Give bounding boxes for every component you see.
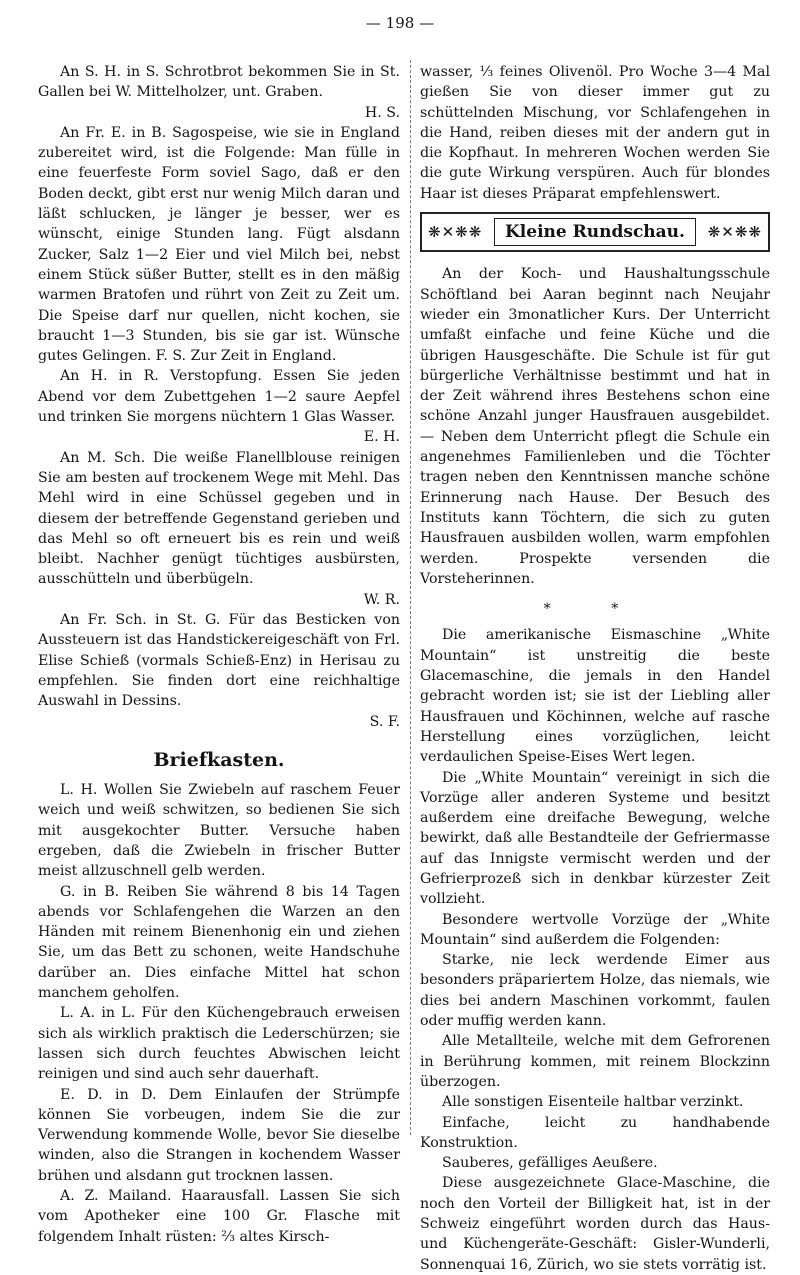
letter-aussteuern: An Fr. Sch. in St. G. Für das Besticken von Aussteuern ist das Handstickereigeschäft von Frl. Elise Schieß (vormals Schieß-Enz) in Herisau zu empfehlen. Sie finden dort eine reichhaltige Auswahl in Dessins. <box>38 612 400 710</box>
ornament-left: ❋✕❋❋ <box>428 223 483 242</box>
briefkasten-haarausfall: A. Z. Mailand. Haarausfall. Lassen Sie sich vom Apotheker eine 100 Gr. Flasche mit folgendem Inhalt rüsten: ⅔ altes Kirsch- <box>38 1188 400 1245</box>
briefkasten-zwiebeln: L. H. Wollen Sie Zwiebeln auf raschem Feuer weich und weiß schwitzen, so bedienen Sie sich mit ausgekochter Butter. Versuche haben ergeben, daß die Zwiebeln in frischer Butter meist allzuschnell gelb werden. <box>38 782 400 880</box>
letter-schrotbrot: An S. H. in S. Schrotbrot bekommen Sie in St. Gallen bei W. Mittelholzer, unt. Graben. <box>38 64 400 101</box>
letter-verstopfung: An H. in R. Verstopfung. Essen Sie jeden Abend vor dem Zubettgehen 1—2 saure Aepfel und trinken Sie morgens nüchtern 1 Glas Wasser. <box>38 368 400 426</box>
haarausfall-continued: wasser, ⅓ feines Olivenöl. Pro Woche 3—4 Mal gießen Sie von dieser immer gut zu schüttelnden Mischung, vor Schlafengehen in die Hand, reiben dieses mit der andern gut in die Kopfhaut. In mehreren Wochen werden Sie die gute Wirkung verspüren. Auch für blondes Haar ist dieses Präparat empfehlenswert. <box>420 64 770 202</box>
rundschau-eismaschine: Die amerikanische Eismaschine „White Mountain“ ist unstreitig die beste Glacemaschine, die jemals in den Handel gebracht worden ist; sie ist der Liebling aller Hausfrauen und Köchinnen, welche auf rasche Herstellung eines vorzüglichen, leicht verdaulichen Speise-Eises Wert legen. <box>420 627 770 766</box>
rundschau-vorzuege: Besondere wertvolle Vorzüge der „White Mountain“ sind außerdem die Folgenden: <box>420 911 770 948</box>
section-separator-stars: * * <box>543 601 647 618</box>
section-heading-kleine-rundschau: Kleine Rundschau. <box>494 218 696 246</box>
left-column <box>38 62 400 1247</box>
feature-aeussere: Sauberes, gefälliges Aeußere. <box>442 1155 658 1172</box>
rundschau-haushaltungsschule: An der Koch- und Haushaltungsschule Schöftland bei Aaran beginnt nach Neujahr wieder ein 3monatlicher Kurs. Der Unterricht umfaßt einfache und feine Küche und die übrigen Hausgeschäfte. Die Schule ist für gut bürgerliche Verhältnisse bestimmt und hat in der Zeit während ihres Bestehens schon eine schöne Anzahl junger Hausfrauen ausgebildet. — Neben dem Unterricht pflegt die Schule ein angenehmes Familienleben und die Töchter tragen neben den Kenntnissen manche schöne Erinnerung nach Hause. Der Besuch des Instituts kann Töchtern, die sich zu guten Hausfrauen ausbilden wollen, warm empfohlen werden. Prospekte versenden die Vorsteherinnen. <box>420 266 770 587</box>
rundschau-white-mountain: Die „White Mountain“ vereinigt in sich die Vorzüge aller anderen Systeme und besitzt außerdem eine dreifache Bewegung, welche bewirkt, daß alle Bestandteile der Gefriermasse auf das Innigste vermischt werden und der Gefrierprozeß sich in denkbar kürzester Zeit vollzieht. <box>420 769 770 908</box>
column-divider <box>410 60 411 1135</box>
signature: H. S. <box>364 104 400 121</box>
feature-metallteile: Alle Metallteile, welche mit dem Gefrorenen in Berührung kommen, mit reinem Blockzinn überzogen. <box>420 1033 770 1090</box>
ornament-right: ❋✕❋❋ <box>707 223 762 242</box>
signature: E. H. <box>363 429 400 446</box>
right-column <box>420 62 770 1275</box>
feature-eisenteile: Alle sonstigen Eisenteile haltbar verzinkt. <box>442 1094 744 1111</box>
feature-eimer: Starke, nie leck werdende Eimer aus besonders präpariertem Holze, das niemals, wie dies bei andern Maschinen vorkommt, faulen oder muffig werden kann. <box>420 952 770 1030</box>
page-number: — 198 — <box>365 14 435 32</box>
section-heading-briefkasten: Briefkasten. <box>153 748 285 771</box>
briefkasten-warzen: G. in B. Reiben Sie während 8 bis 14 Tagen abends vor Schlafengehen die Warzen an den Händen mit reinem Bienenhonig ein und ziehen Sie, um das Bett zu schonen, weite Handschuhe darüber an. Dies einfache Mittel hat schon manchem geholfen. <box>38 883 400 1002</box>
letter-sagospeise: An Fr. E. in B. Sagospeise, wie sie in England zubereitet wird, ist die Folgende: Man fülle in eine feuerfeste Form soviel Sago, daß er den Boden deckt, gibt erst nur wenig Milch daran und läßt schlucken, je länger je besser, wer es wünscht, einige Stunden lang. Fügt alsdann Zucker, Salz 1—2 Eier und viel Milch bei, nebst einem Stück süßer Butter, stellt es in den mäßig warmen Bratofen und rührt von Zeit zu Zeit um. Die Speise darf nur quellen, nicht kochen, sie braucht 1—3 Stunden, bis sie gar ist. Wünsche gutes Gelingen. F. S. Zur Zeit in England. <box>38 124 400 365</box>
signature: W. R. <box>363 591 400 608</box>
letter-flanellblouse: An M. Sch. Die weiße Flanellblouse reinigen Sie am besten auf trockenem Wege mit Mehl. Das Mehl wird in eine Schüssel gegeben und in diesem der betreffende Gegenstand gerieben und das Mehl so oft erneuert bis es rein und weiß bleibt. Nachher genügt tüchtiges ausbürsten, ausschütteln und überbügeln. <box>38 449 400 588</box>
briefkasten-lederschuerzen: L. A. in L. Für den Küchengebrauch erweisen sich als wirklich praktisch die Lederschürzen; sie lassen sich durch feuchtes Abwischen leicht reinigen und sind auch sehr dauerhaft. <box>38 1005 400 1083</box>
feature-konstruktion: Einfache, leicht zu handhabende Konstruktion. <box>420 1114 770 1151</box>
rundschau-bezugsquelle: Diese ausgezeichnete Glace-Maschine, die noch den Vorteil der Billigkeit hat, ist in der Schweiz eingeführt worden durch das Haus- und Küchengeräte-Geschäft: Gisler-Wunderli, Sonnenquai 16, Zürich, wo sie stets vorrätig ist. <box>420 1175 770 1273</box>
section-heading-box <box>420 212 770 252</box>
signature: S. F. <box>369 713 400 730</box>
briefkasten-struempfe: E. D. in D. Dem Einlaufen der Strümpfe können Sie vorbeugen, indem Sie die zur Verwendung kommende Wolle, bevor Sie dieselbe winden, also die Strangen in kochendem Wasser brühen und alsdann gut trocknen lassen. <box>38 1086 400 1184</box>
